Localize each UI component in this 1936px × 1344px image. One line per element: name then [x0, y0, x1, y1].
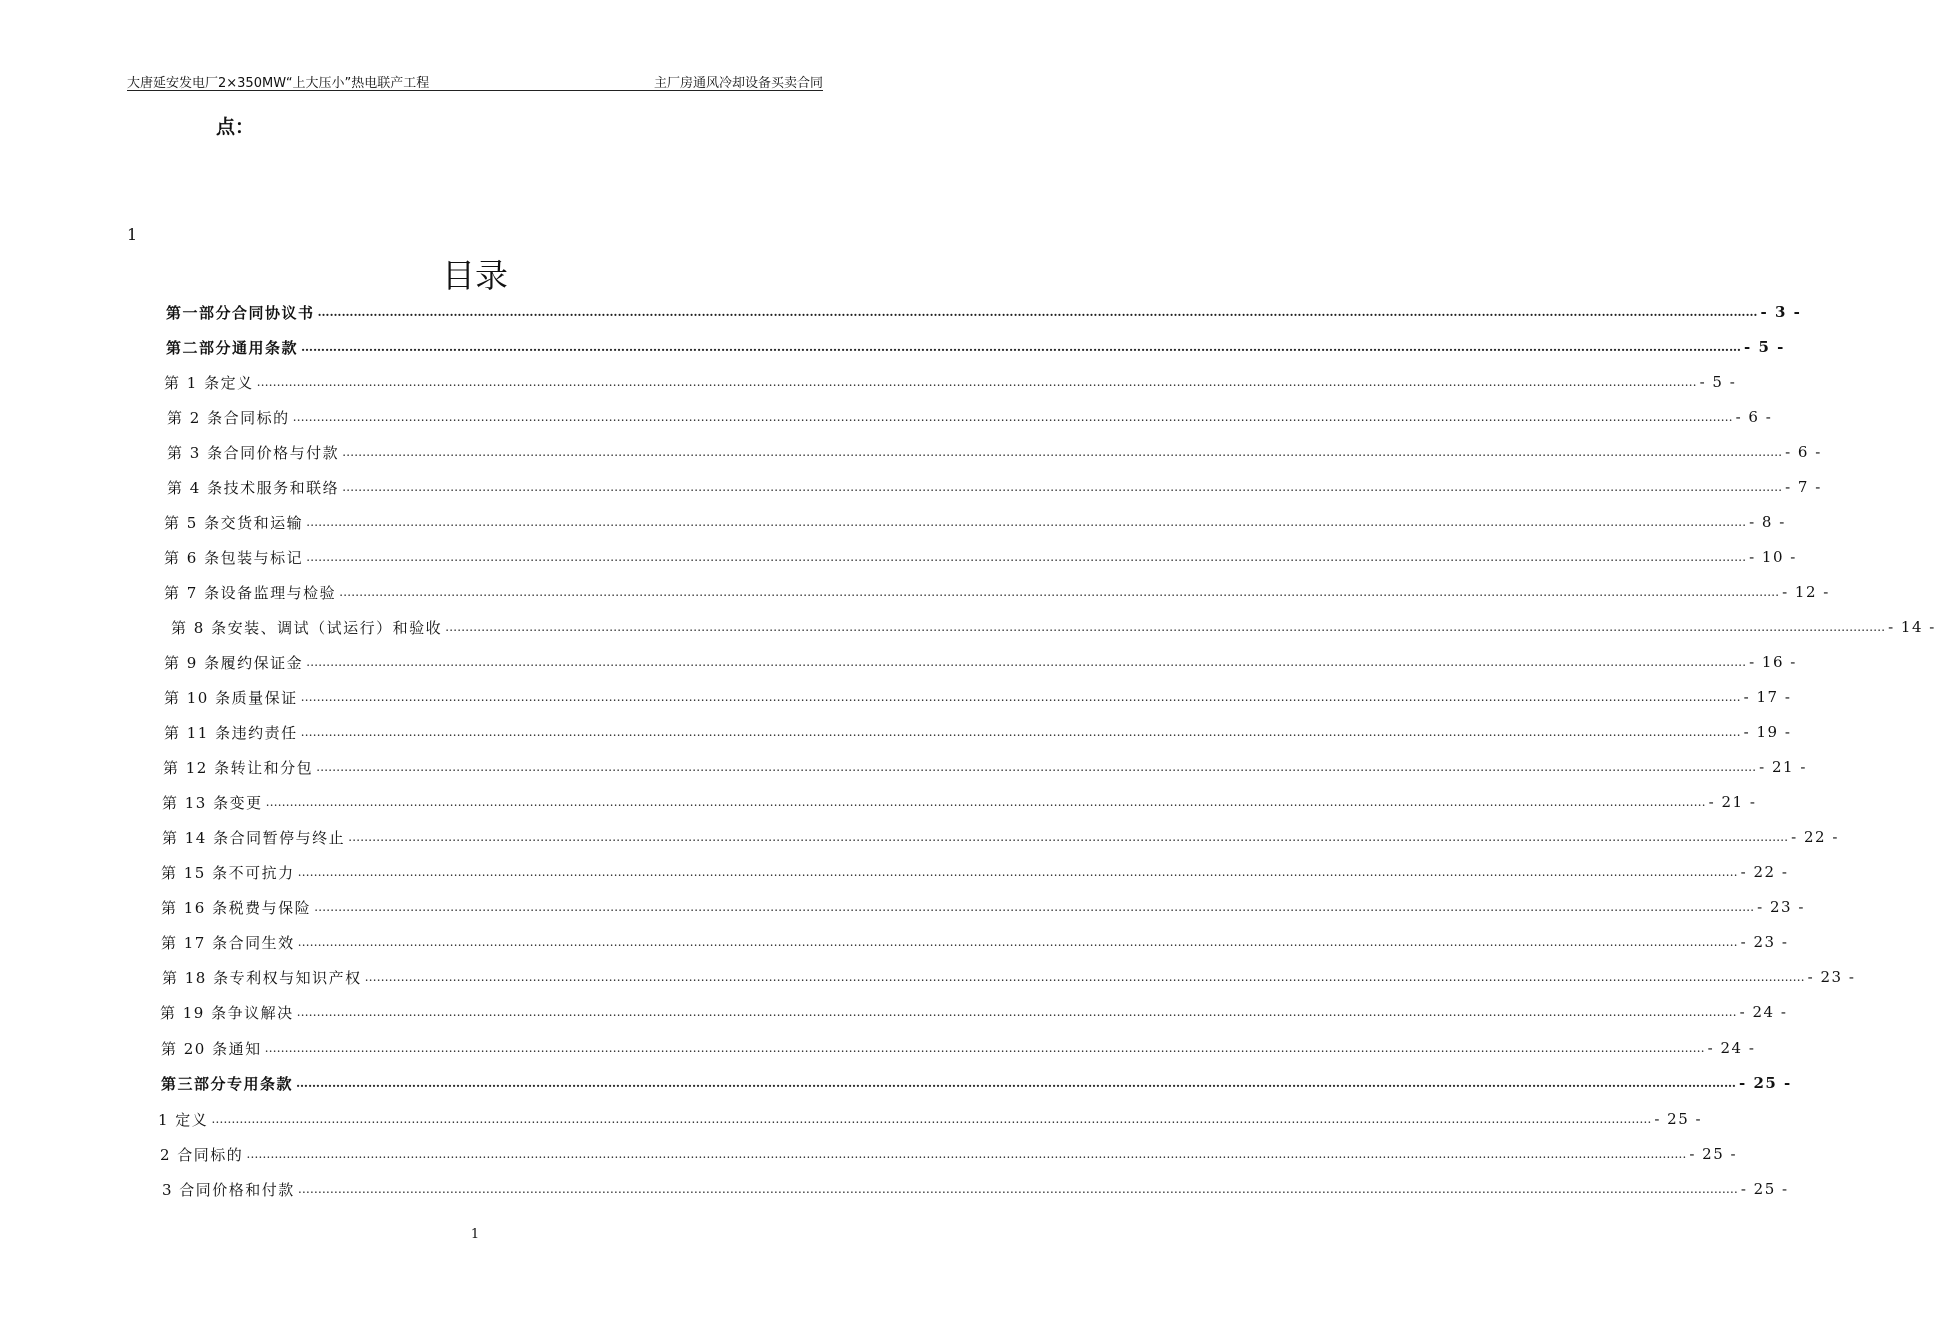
toc-entry-label: 3 合同价格和付款: [162, 1180, 295, 1199]
toc-entry-label: 第 14 条合同暂停与终止: [162, 828, 346, 847]
toc-leader-dots: ………………………………………………………………………………………………………………………………………………………………………………………………………………………………………………………………………………………………………………………………: [296, 1005, 1737, 1019]
toc-entry-label: 第一部分合同协议书: [166, 303, 315, 322]
toc-entry[interactable]: [162, 824, 1839, 850]
toc-entry-label: 第 11 条违约责任: [164, 723, 298, 742]
toc-entry-label: 1 定义: [158, 1110, 209, 1129]
toc-entry-label: 第 2 条合同标的: [167, 408, 290, 427]
toc-entry[interactable]: [167, 474, 1822, 500]
toc-entry-page: - 12 -: [1782, 583, 1830, 601]
toc-entry-page: - 6 -: [1735, 408, 1773, 426]
toc-entry[interactable]: [162, 1176, 1789, 1202]
toc-entry[interactable]: [163, 754, 1807, 780]
toc-entry-page: - 19 -: [1743, 723, 1792, 741]
toc-entry[interactable]: [164, 509, 1786, 535]
toc-entry-page: - 14 -: [1888, 618, 1936, 636]
toc-leader-dots: ………………………………………………………………………………………………………………………………………………………………………………………………………………………………………………………………………………………………………………………………: [342, 445, 1783, 459]
toc-leader-dots: ………………………………………………………………………………………………………………………………………………………………………………………………………………………………………………………………………………………………………………………………: [342, 480, 1783, 494]
toc-entry-label: 第三部分专用条款: [161, 1074, 294, 1093]
toc-entry-label: 第 4 条技术服务和联络: [167, 478, 340, 497]
toc-entry-page: - 17 -: [1743, 688, 1792, 706]
toc-entry-page: - 3 -: [1760, 303, 1802, 321]
toc-entry-page: - 7 -: [1785, 478, 1822, 496]
toc-entry-label: 第 7 条设备监理与检验: [164, 583, 337, 602]
toc-entry[interactable]: [161, 894, 1805, 920]
toc-entry-page: - 23 -: [1757, 898, 1805, 916]
toc-leader-dots: ………………………………………………………………………………………………………………………………………………………………………………………………………………………………………………………………………………………………………………………………: [300, 725, 1741, 739]
page-header: [127, 70, 823, 91]
toc-entry[interactable]: [160, 1141, 1738, 1167]
toc-leader-dots: ………………………………………………………………………………………………………………………………………………………………………………………………………………………………………………………………………………………………………………………………: [445, 620, 1886, 634]
toc-entry-label: 第 20 条通知: [161, 1039, 262, 1058]
toc-entry-label: 2 合同标的: [160, 1145, 244, 1164]
toc-leader-dots: ………………………………………………………………………………………………………………………………………………………………………………………………………………………………………………………………………………………………………………………………: [316, 760, 1757, 774]
toc-entry-page: - 24 -: [1739, 1003, 1788, 1021]
toc-entry-label: 第 6 条包装与标记: [164, 548, 304, 567]
toc-entry-label: 第 3 条合同价格与付款: [167, 443, 340, 462]
toc-entry-page: - 25 -: [1654, 1110, 1703, 1128]
toc-entry-label: 第 18 条专利权与知识产权: [162, 968, 362, 987]
toc-title: 目录: [442, 256, 508, 295]
toc-leader-dots: ………………………………………………………………………………………………………………………………………………………………………………………………………………………………………………………………………………………………………………………………: [211, 1112, 1652, 1126]
toc-leader-dots: ………………………………………………………………………………………………………………………………………………………………………………………………………………………………………………………………………………………………………………………………: [265, 795, 1706, 809]
toc-entry-label: 第二部分通用条款: [166, 338, 299, 357]
toc-leader-dots: ………………………………………………………………………………………………………………………………………………………………………………………………………………………………………………………………………………………………………………………………: [264, 1041, 1705, 1055]
toc-entry[interactable]: [171, 614, 1936, 640]
toc-leader-dots: ………………………………………………………………………………………………………………………………………………………………………………………………………………………………………………………………………………………………………………………………: [297, 1182, 1738, 1196]
toc-entry[interactable]: [164, 719, 1792, 745]
toc-leader-dots: ………………………………………………………………………………………………………………………………………………………………………………………………………………………………………………………………………………………………………………………………: [301, 340, 1742, 354]
toc-entry[interactable]: [162, 964, 1856, 990]
toc-entry-page: - 25 -: [1739, 1074, 1792, 1092]
toc-leader-dots: ………………………………………………………………………………………………………………………………………………………………………………………………………………………………………………………………………………………………………………………………: [296, 1076, 1737, 1090]
toc-entry[interactable]: [160, 999, 1788, 1025]
toc-entry[interactable]: [161, 1035, 1756, 1061]
header-project-title: 大唐延安发电厂2×350MW“上大压小”热电联产工程: [127, 76, 430, 91]
toc-entry-page: - 24 -: [1707, 1039, 1756, 1057]
section-number: 1: [127, 225, 138, 244]
toc-entry-label: 第 17 条合同生效: [161, 933, 295, 952]
toc-entry-page: - 25 -: [1740, 1180, 1789, 1198]
toc-leader-dots: ………………………………………………………………………………………………………………………………………………………………………………………………………………………………………………………………………………………………………………………………: [297, 935, 1738, 949]
toc-leader-dots: ………………………………………………………………………………………………………………………………………………………………………………………………………………………………………………………………………………………………………………………………: [300, 690, 1741, 704]
toc-entry-page: - 10 -: [1749, 548, 1797, 566]
toc-entry-page: - 23 -: [1740, 933, 1789, 951]
toc-entry-page: - 22 -: [1740, 863, 1789, 881]
toc-entry[interactable]: [158, 1106, 1703, 1132]
toc-entry-page: - 5 -: [1699, 373, 1737, 391]
toc-entry[interactable]: [166, 334, 1785, 360]
toc-entry-label: 第 19 条争议解决: [160, 1003, 294, 1022]
toc-leader-dots: ………………………………………………………………………………………………………………………………………………………………………………………………………………………………………………………………………………………………………………………………: [317, 305, 1758, 319]
toc-entry[interactable]: [167, 404, 1773, 430]
toc-leader-dots: ………………………………………………………………………………………………………………………………………………………………………………………………………………………………………………………………………………………………………………………………: [364, 970, 1805, 984]
toc-entry[interactable]: [167, 439, 1822, 465]
toc-entry-page: - 21 -: [1759, 758, 1807, 776]
toc-entry[interactable]: [162, 789, 1757, 815]
toc-entry-label: 第 1 条定义: [164, 373, 254, 392]
toc-entry-label: 第 8 条安装、调试（试运行）和验收: [171, 618, 443, 637]
toc-entry[interactable]: [161, 859, 1789, 885]
toc-entry-label: 第 10 条质量保证: [164, 688, 298, 707]
toc-entry-page: - 21 -: [1708, 793, 1757, 811]
header-contract-title: 主厂房通风冷却设备买卖合同: [653, 76, 823, 91]
toc-entry-label: 第 12 条转让和分包: [163, 758, 314, 777]
toc-entry[interactable]: [161, 929, 1789, 955]
toc-entry[interactable]: [164, 649, 1797, 675]
toc-leader-dots: ………………………………………………………………………………………………………………………………………………………………………………………………………………………………………………………………………………………………………………………………: [306, 550, 1747, 564]
toc-entry-page: - 16 -: [1749, 653, 1797, 671]
toc-entry-label: 第 9 条履约保证金: [164, 653, 304, 672]
toc-leader-dots: ………………………………………………………………………………………………………………………………………………………………………………………………………………………………………………………………………………………………………………………………: [348, 830, 1789, 844]
toc-leader-dots: ………………………………………………………………………………………………………………………………………………………………………………………………………………………………………………………………………………………………………………………………: [256, 375, 1697, 389]
point-text: 点：: [216, 116, 255, 138]
toc-leader-dots: ………………………………………………………………………………………………………………………………………………………………………………………………………………………………………………………………………………………………………………………………: [306, 655, 1747, 669]
toc-entry[interactable]: [161, 1070, 1792, 1096]
toc-leader-dots: ………………………………………………………………………………………………………………………………………………………………………………………………………………………………………………………………………………………………………………………………: [314, 900, 1755, 914]
toc-entry-label: 第 15 条不可抗力: [161, 863, 295, 882]
toc-entry-page: - 23 -: [1807, 968, 1856, 986]
toc-entry-page: - 8 -: [1749, 513, 1786, 531]
toc-entry-label: 第 13 条变更: [162, 793, 263, 812]
toc-entry-page: - 6 -: [1785, 443, 1822, 461]
toc-leader-dots: ………………………………………………………………………………………………………………………………………………………………………………………………………………………………………………………………………………………………………………………………: [297, 865, 1738, 879]
toc-entry[interactable]: [164, 544, 1797, 570]
page-number: 1: [470, 1227, 480, 1242]
toc-entry[interactable]: [164, 369, 1737, 395]
toc-leader-dots: ………………………………………………………………………………………………………………………………………………………………………………………………………………………………………………………………………………………………………………………………: [306, 515, 1747, 529]
toc-leader-dots: ………………………………………………………………………………………………………………………………………………………………………………………………………………………………………………………………………………………………………………………………: [292, 410, 1733, 424]
toc-entry[interactable]: [164, 684, 1792, 710]
toc-entry-page: - 5 -: [1744, 338, 1785, 356]
toc-entry-page: - 22 -: [1791, 828, 1839, 846]
toc-entry-label: 第 5 条交货和运输: [164, 513, 304, 532]
toc-entry-label: 第 16 条税费与保险: [161, 898, 312, 917]
toc-entry[interactable]: [164, 579, 1830, 605]
toc-leader-dots: ………………………………………………………………………………………………………………………………………………………………………………………………………………………………………………………………………………………………………………………………: [246, 1147, 1687, 1161]
toc-entry[interactable]: [166, 299, 1802, 325]
toc-entry-page: - 25 -: [1689, 1145, 1738, 1163]
toc-leader-dots: ………………………………………………………………………………………………………………………………………………………………………………………………………………………………………………………………………………………………………………………………: [339, 585, 1780, 599]
